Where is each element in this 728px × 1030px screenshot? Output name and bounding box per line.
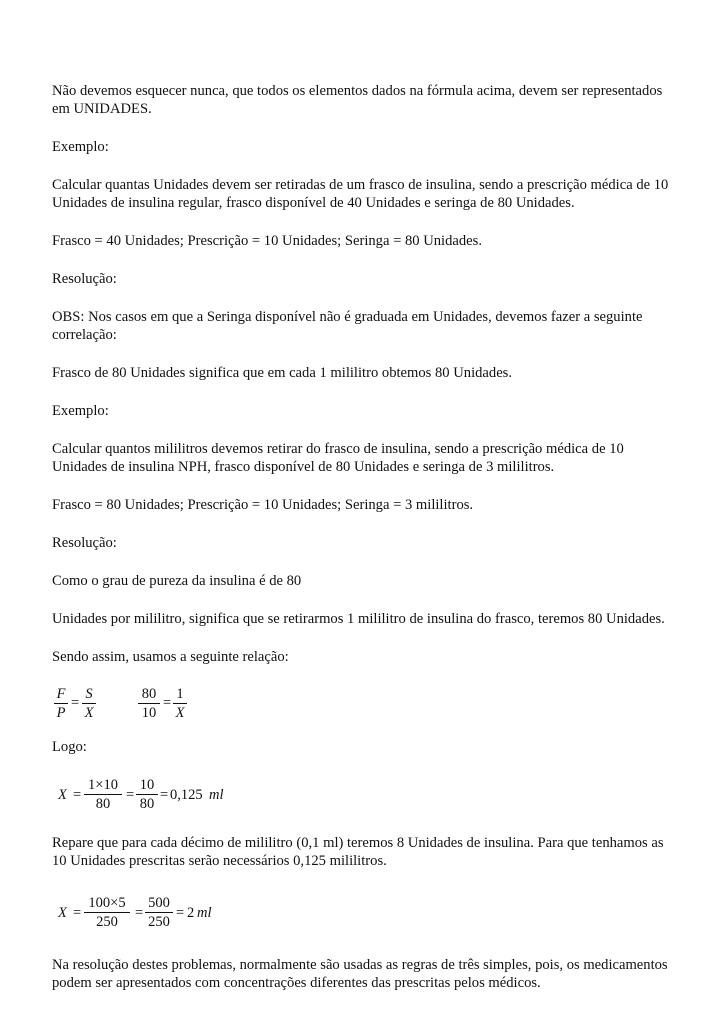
paragraph-line: 10 Unidades prescritas serão necessários 0,125 mililitros. xyxy=(52,853,387,869)
denominator: X xyxy=(175,705,185,721)
numerator: F xyxy=(56,686,66,702)
numerator: 80 xyxy=(141,686,157,702)
equals-sign: = xyxy=(73,905,82,921)
fraction-s-over-x xyxy=(82,686,96,721)
denominator: 80 xyxy=(139,796,155,812)
fraction-bar xyxy=(138,703,160,704)
denominator: 250 xyxy=(96,914,118,930)
fraction-bar xyxy=(84,794,122,795)
fraction-bar xyxy=(82,703,96,704)
paragraph-line: Sendo assim, usamos a seguinte relação: xyxy=(52,649,289,665)
resolution-heading: Resolução: xyxy=(52,271,117,287)
numerator: S xyxy=(85,686,93,702)
fraction-1-over-x xyxy=(173,686,187,721)
fraction-bar xyxy=(54,703,68,704)
variable-x: X xyxy=(58,905,67,921)
paragraph-line: Frasco de 80 Unidades significa que em cada 1 mililitro obtemos 80 Unidades. xyxy=(52,365,513,381)
paragraph-line: Logo: xyxy=(52,739,87,755)
equals-sign: = xyxy=(160,787,169,803)
fraction-bar xyxy=(84,912,130,913)
resolution-heading: Resolução: xyxy=(52,535,117,551)
formula-result-2ml xyxy=(52,886,692,934)
paragraph-line: Como o grau de pureza da insulina é de 80 xyxy=(52,573,302,589)
paragraph-line: OBS: Nos casos em que a Seringa disponível não é graduada em Unidades, devemos fazer a seguinte xyxy=(52,309,643,325)
paragraph-line: em UNIDADES. xyxy=(52,101,152,117)
example-heading: Exemplo: xyxy=(52,139,109,155)
equals-sign: = xyxy=(73,787,82,803)
denominator: 250 xyxy=(148,914,170,930)
paragraph-line: Calcular quantas Unidades devem ser retiradas de um frasco de insulina, sendo a prescrição médica de 10 xyxy=(52,177,669,193)
unit-label: ml xyxy=(197,905,212,921)
equals-sign: = xyxy=(176,905,185,921)
paragraph-line: Unidades de insulina regular, frasco disponível de 40 Unidades e seringa de 80 Unidades. xyxy=(52,195,575,211)
denominator: 80 xyxy=(95,796,111,812)
result-value: 0,125 xyxy=(170,787,203,803)
result-value: 2 xyxy=(187,905,195,921)
numerator: 500 xyxy=(148,895,170,911)
paragraph-line: Unidades por mililitro, significa que se retirarmos 1 mililitro de insulina do frasco, teremos 80 Unidades. xyxy=(52,611,665,627)
paragraph-line: Frasco = 80 Unidades; Prescrição = 10 Unidades; Seringa = 3 mililitros. xyxy=(52,497,474,513)
paragraph-line: Na resolução destes problemas, normalmente são usadas as regras de três simples, pois, os medicamentos xyxy=(52,957,668,973)
paragraph-line: Frasco = 40 Unidades; Prescrição = 10 Unidades; Seringa = 80 Unidades. xyxy=(52,233,482,249)
fraction-10-over-80 xyxy=(136,777,158,812)
equals-sign: = xyxy=(135,905,144,921)
fraction-f-over-p xyxy=(54,686,68,721)
paragraph-line: Não devemos esquecer nunca, que todos os elementos dados na fórmula acima, devem ser representados xyxy=(52,83,663,99)
denominator: P xyxy=(56,705,66,721)
document-page xyxy=(52,82,692,992)
unit-label: ml xyxy=(209,787,224,803)
variable-x: X xyxy=(58,787,67,803)
fraction-bar xyxy=(145,912,173,913)
fraction-500-over-250 xyxy=(145,895,173,930)
paragraph-line: Calcular quantos mililitros devemos retirar do frasco de insulina, sendo a prescrição médica de 10 xyxy=(52,441,624,457)
denominator: 10 xyxy=(141,705,157,721)
formula-proportion xyxy=(52,678,692,724)
fraction-100x5-over-250 xyxy=(84,895,130,930)
fraction-bar xyxy=(173,703,187,704)
paragraph-line: podem ser apresentados com concentrações diferentes das prescritas pelos médicos. xyxy=(52,975,541,991)
equals-sign: = xyxy=(163,695,172,711)
paragraph-line: Unidades de insulina NPH, frasco disponível de 80 Unidades e seringa de 3 mililitros. xyxy=(52,459,555,475)
formula-result-ml xyxy=(52,768,692,816)
numerator: 1 xyxy=(176,686,184,702)
numerator: 1×10 xyxy=(88,777,118,793)
denominator: X xyxy=(84,705,94,721)
equals-sign: = xyxy=(126,787,135,803)
paragraph-line: Repare que para cada décimo de mililitro (0,1 ml) teremos 8 Unidades de insulina. Para que tenhamos as xyxy=(52,835,664,851)
paragraph-line: correlação: xyxy=(52,327,117,343)
fraction-80-over-10 xyxy=(138,686,160,721)
numerator: 100×5 xyxy=(88,895,126,911)
example-heading: Exemplo: xyxy=(52,403,109,419)
equals-sign: = xyxy=(71,695,80,711)
fraction-bar xyxy=(136,794,158,795)
fraction-1x10-over-80 xyxy=(84,777,122,812)
numerator: 10 xyxy=(139,777,155,793)
